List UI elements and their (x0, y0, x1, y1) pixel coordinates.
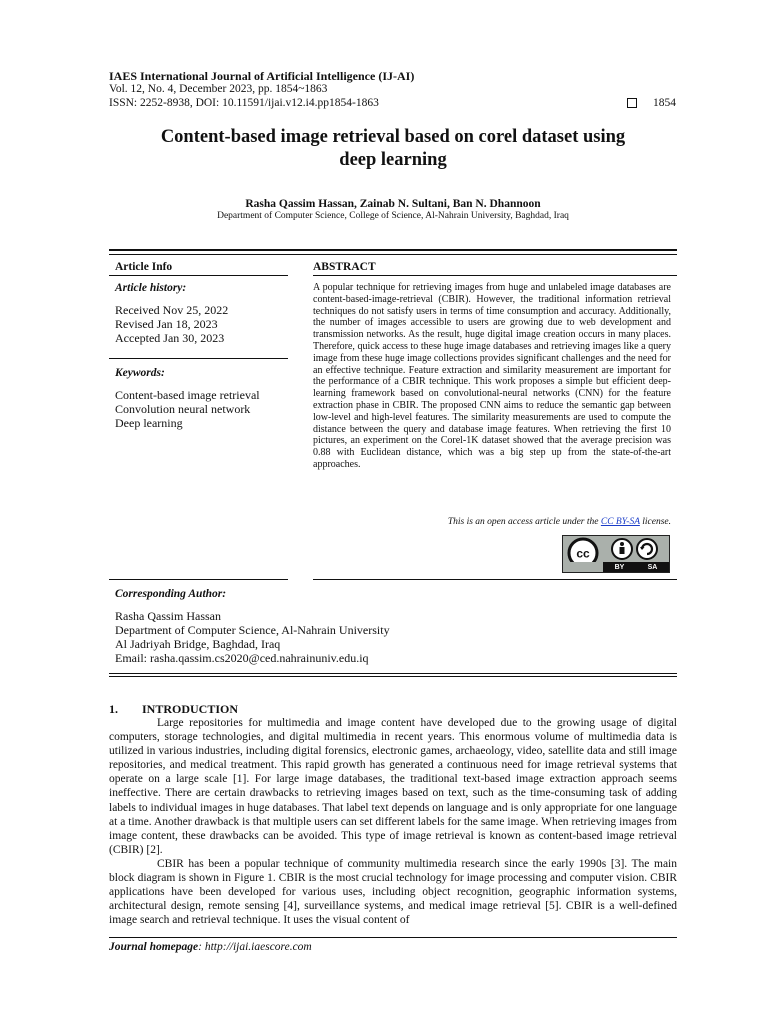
affiliation: Department of Computer Science, College of Science, Al-Nahrain University, Baghdad, Iraq (217, 211, 569, 221)
received-date: Received Nov 25, 2022 (115, 303, 229, 317)
top-rule-thin (109, 254, 677, 255)
top-rule-thick (109, 249, 677, 251)
homepage-label: Journal homepage (109, 941, 199, 953)
history-keywords-divider (109, 358, 288, 359)
open-access-note (313, 517, 671, 527)
article-info-bottom-rule (109, 579, 288, 580)
article-history-heading: Article history: (115, 282, 187, 294)
footer-rule (109, 937, 677, 938)
article-info-heading: Article Info (115, 261, 173, 273)
author-department: Department of Computer Science, Al-Nahrain University (115, 623, 390, 637)
badge-by-label: BY (614, 563, 625, 571)
title-line-2: deep learning (339, 150, 447, 170)
corresponding-author-block (115, 609, 390, 665)
journal-name: IAES International Journal of Artificial Intelligence (IJ-AI) (109, 69, 415, 83)
page-number: 1854 (653, 97, 676, 109)
abstract-bottom-rule (313, 579, 677, 580)
keyword-item: Content-based image retrieval (115, 388, 260, 402)
corresponding-heading: Corresponding Author: (115, 588, 227, 600)
page-number-group (627, 97, 676, 109)
keywords-heading: Keywords: (115, 367, 165, 379)
keyword-item: Deep learning (115, 416, 183, 430)
abstract-text: A popular technique for retrieving images from huge and unlabeled image databases are content-based-image-retrieval (CBIR). However, the traditional information retrieval techniques do not satisfy users in terms of time consumption and accuracy. Additionally, the number of images accessible to users are growing due to web development and transmission networks. As the result, huge digital image creation occurs in many places. Therefore, quick access to these huge image databases and retrieving images like a query image from these huge image collections provides significant challenges and the need for an effective technique. Feature extraction and similarity measurement are important for the performance of a CBIR technique. This work proposes a simple but efficient deep-learning framework based on convolutional-neural networks (CNN) for the feature extraction phase in CBIR. The proposed CNN aims to reduce the semantic gap between low-level and high-level features. The similarity measurements are used to compute the distance between the query and database image features. When retrieving the first 10 pictures, an experiment on the Corel-1K dataset showed that the average precision was 0.88 with Euclidean distance, which was a big step up from the state-of-the-art approaches. (313, 282, 671, 470)
introduction-paragraph-1: Large repositories for multimedia and image content have developed due to the growing usage of digital computers, storage technologies, and digital multimedia in recent years. This enormous volume of multimedia data is utilized in various industries, including digital forensics, electronic games, archaeology, video, satellite data and still image repositories, and medical treatment. This rapid growth has generated a continuous need for image retrieval systems that operate on a large scale [1]. For large image databases, the traditional text-based image extraction approach seems ineffective. There are certain drawbacks to retrieving images based on text, such as the time-consuming task of adding labels to individual images in huge databases. That label text depends on language and is only appropriate for one language at a time. Another drawback is that multiple users can set different labels for the same image. When retrieving images from image content, these drawbacks can be avoided. This type of image retrieval is known as content-based image retrieval (CBIR) [2]. (109, 717, 677, 856)
corresponding-bottom-rule-2 (109, 676, 677, 677)
keyword-list (115, 388, 260, 430)
article-info-rule (109, 275, 288, 276)
license-suffix: license. (639, 517, 671, 527)
keyword-item: Convolution neural network (115, 402, 251, 416)
svg-text:cc: cc (576, 546, 590, 561)
square-box-icon (627, 98, 637, 108)
author-list: Rasha Qassim Hassan, Zainab N. Sultani, Ban N. Dhannoon (245, 198, 541, 210)
creative-commons-icon (563, 536, 669, 562)
volume-line: Vol. 12, No. 4, December 2023, pp. 1854~1863 (109, 83, 328, 95)
homepage-url[interactable]: : http://ijai.iaescore.com (198, 941, 312, 953)
author-address: Al Jadriyah Bridge, Baghdad, Iraq (115, 637, 281, 651)
license-prefix: This is an open access article under the (447, 517, 601, 527)
abstract-heading: ABSTRACT (313, 261, 376, 273)
article-history-dates (115, 303, 228, 345)
badge-sa-label: SA (647, 563, 658, 571)
author-email: Email: rasha.qassim.cs2020@ced.nahrainuniv.edu.iq (115, 651, 369, 665)
author-name: Rasha Qassim Hassan (115, 609, 221, 623)
introduction-heading: 1. INTRODUCTION (109, 702, 239, 716)
cc-badge-bar (603, 562, 669, 572)
abstract-heading-rule (313, 275, 677, 276)
introduction-body (109, 716, 677, 927)
introduction-paragraph-2: CBIR has been a popular technique of community multimedia research since the early 1990s [3]. The main block diagram is shown in Figure 1. CBIR is the most crucial technology for image processing and computer vision. CBIR applications have been developed for various uses, including object recognition, geographic information systems, architectural design, remote sensing [4], surveillance systems, and medical image retrieval [5]. CBIR is a well-defined image search and retrieval technique. It uses the visual content of (109, 857, 677, 927)
paper-title (109, 126, 677, 172)
revised-date: Revised Jan 18, 2023 (115, 317, 218, 331)
accepted-date: Accepted Jan 30, 2023 (115, 331, 225, 345)
corresponding-bottom-rule (109, 673, 677, 674)
journal-homepage (109, 941, 312, 953)
cc-by-sa-link[interactable]: CC BY-SA (600, 517, 640, 527)
issn-doi-line: ISSN: 2252-8938, DOI: 10.11591/ijai.v12.i4.pp1854-1863 (109, 97, 379, 109)
cc-by-sa-badge[interactable] (562, 535, 670, 573)
title-line-1: Content-based image retrieval based on corel dataset using (160, 127, 626, 147)
